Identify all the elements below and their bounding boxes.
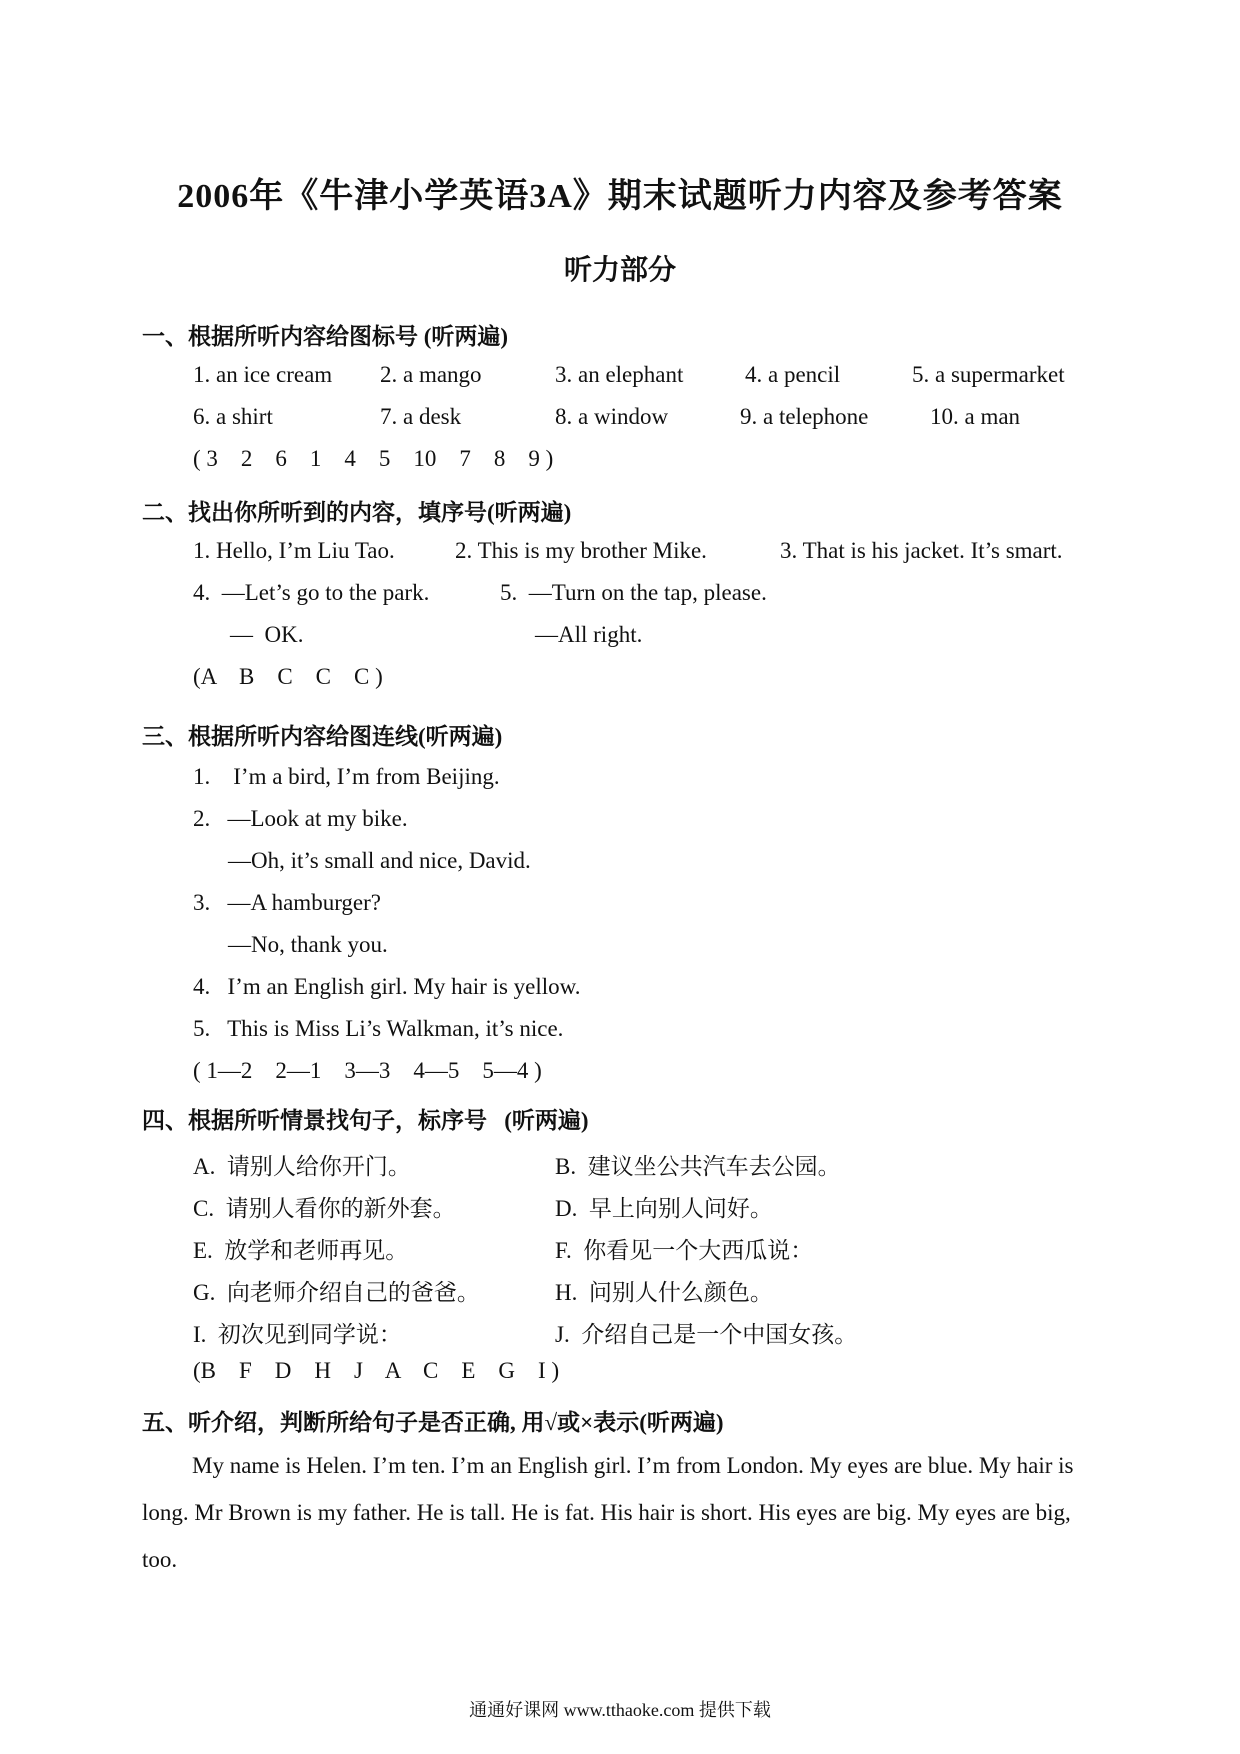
section3-line: 4. I’m an English girl. My hair is yellow. [193,974,581,999]
vocab-item: 4. a pencil [745,362,841,387]
vocab-item: 9. a telephone [740,404,869,429]
dialog-item: 4. —Let’s go to the park. [193,580,430,605]
section1-answers: ( 3 2 6 1 4 5 10 7 8 9 ) [193,446,554,471]
scenario-item: G. 向老师介绍自己的爸爸。 [193,1280,480,1305]
vocab-item: 10. a man [930,404,1021,429]
vocab-item: 5. a supermarket [912,362,1065,387]
vocab-item: 7. a desk [380,404,462,429]
scenario-item: I. 初次见到同学说： [193,1322,402,1347]
dialog-item: — OK. [230,622,304,647]
vocab-item: 1. an ice cream [193,362,333,387]
dialog-item: 1. Hello, I’m Liu Tao. [193,538,395,563]
section3-line: 1. I’m a bird, I’m from Beijing. [193,764,500,789]
section3-heading: 三、根据所听内容给图连线(听两遍) [142,724,503,749]
section3-line: —No, thank you. [228,932,388,957]
section3-line: 2. —Look at my bike. [193,806,408,831]
scenario-item: F. 你看见一个大西瓜说： [555,1238,814,1263]
page-subtitle: 听力部分 [563,255,676,286]
vocab-item: 8. a window [555,404,669,429]
dialog-item: 2. This is my brother Mike. [455,538,707,563]
page-title: 2006年《牛津小学英语3A》期末试题听力内容及参考答案 [177,178,1063,215]
vocab-item: 6. a shirt [193,404,273,429]
section1-heading: 一、根据所听内容给图标号 (听两遍) [142,324,509,349]
dialog-item: —All right. [535,622,643,647]
scenario-item: H. 问别人什么颜色。 [555,1280,773,1305]
dialog-item: 3. That is his jacket. It’s smart. [780,538,1063,563]
scenario-item: A. 请别人给你开门。 [193,1154,411,1179]
section5-heading: 五、听介绍，判断所给句子是否正确, 用√或×表示(听两遍) [142,1410,724,1435]
section3-line: —Oh, it’s small and nice, David. [228,848,531,873]
section2-answers: (A B C C C ) [193,664,383,689]
paragraph-text: My name is Helen. I’m ten. I’m an English girl. I’m from London. My eyes are blue. My hair is long. Mr Brown is my father. He is tall. He is fat. His hair is short. His eyes are big. My eyes are big, too. [142,1453,1074,1572]
scenario-item: J. 介绍自己是一个中国女孩。 [555,1322,858,1347]
section4-heading: 四、根据所听情景找句子，标序号 (听两遍) [142,1108,589,1133]
section5-paragraph [142,1442,1102,1583]
vocab-item: 2. a mango [380,362,482,387]
dialog-item: 5. —Turn on the tap, please. [500,580,767,605]
section3-answers: ( 1—2 2—1 3—3 4—5 5—4 ) [193,1058,542,1083]
section3-line: 3. —A hamburger? [193,890,382,915]
scenario-item: E. 放学和老师再见。 [193,1238,409,1263]
section4-answers: (B F D H J A C E G I ) [193,1358,560,1383]
vocab-item: 3. an elephant [555,362,684,387]
scenario-item: B. 建议坐公共汽车去公园。 [555,1154,841,1179]
section3-line: 5. This is Miss Li’s Walkman, it’s nice. [193,1016,564,1041]
section2-heading: 二、找出你所听到的内容，填序号(听两遍) [142,500,572,525]
scenario-item: C. 请别人看你的新外套。 [193,1196,456,1221]
scenario-item: D. 早上向别人问好。 [555,1196,773,1221]
footer-credit: 通通好课网 www.tthaoke.com 提供下载 [469,1700,771,1720]
